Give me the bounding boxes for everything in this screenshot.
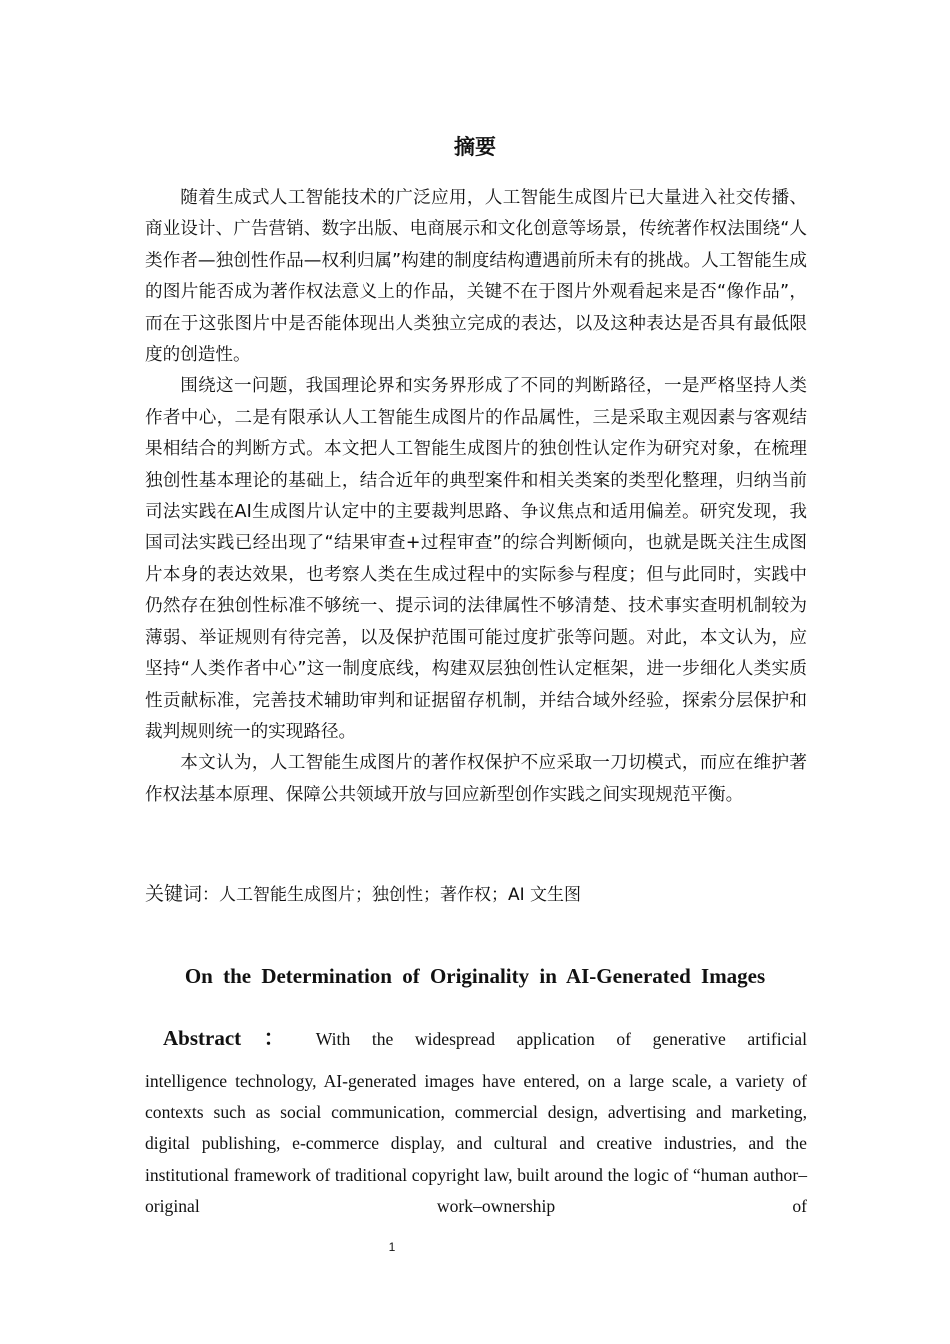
- abstract-zh-body: [145, 183, 807, 811]
- abstract-zh-paragraph: 本文认为，人工智能生成图片的著作权保护不应采取一刀切模式，而应在维护著作权法基本原理、保障公共领域开放与回应新型创作实践之间实现规范平衡。: [145, 753, 807, 805]
- keywords-text: 人工智能生成图片；独创性；著作权；AI 文生图: [219, 885, 582, 905]
- keywords-label: 关键词: [145, 883, 203, 905]
- abstract-zh-title: 摘要: [454, 135, 496, 159]
- abstract-zh-paragraph: 随着生成式人工智能技术的广泛应用，人工智能生成图片已大量进入社交传播、商业设计、广告营销、数字出版、电商展示和文化创意等场景，传统著作权法围绕“人类作者—独创性作品—权利归属”构建的制度结构遭遇前所未有的挑战。人工智能生成的图片能否成为著作权法意义上的作品，关键不在于图片外观看起来是否“像作品”，而在于这张图片中是否能体现出人类独立完成的表达，以及这种表达是否具有最低限度的创造性。: [145, 188, 807, 366]
- page-number: 1: [388, 1240, 396, 1254]
- abstract-en-title: On the Determination of Originality in AI-Generated Images: [184, 964, 766, 988]
- abstract-zh-paragraph: 围绕这一问题，我国理论界和实务界形成了不同的判断路径，一是严格坚持人类作者中心，二是有限承认人工智能生成图片的作品属性，三是采取主观因素与客观结果相结合的判断方式。本文把人工智能生成图片的独创性认定作为研究对象，在梳理独创性基本理论的基础上，结合近年的典型案件和相关类案的类型化整理，归纳当前司法实践在AI生成图片认定中的主要裁判思路、争议焦点和适用偏差。研究发现，我国司法实践已经出现了“结果审查+过程审查”的综合判断倾向，也就是既关注生成图片本身的表达效果，也考察人类在生成过程中的实际参与程度；但与此同时，实践中仍然存在独创性标准不够统一、提示词的法律属性不够清楚、技术事实查明机制较为薄弱、举证规则有待完善，以及保护范围可能过度扩张等问题。对此，本文认为，应坚持“人类作者中心”这一制度底线，构建双层独创性认定框架，进一步细化人类实质性贡献标准，完善技术辅助审判和证据留存机制，并结合域外经验，探索分层保护和裁判规则统一的实现路径。: [145, 376, 807, 742]
- abstract-en-label: Abstract ：: [163, 1026, 302, 1050]
- abstract-en-first-text: With the widespread application of generative artificial: [315, 1029, 807, 1049]
- abstract-en-first-line: [145, 1020, 807, 1057]
- abstract-en-body: [145, 1020, 807, 1222]
- abstract-en-text: intelligence technology, AI-generated images have entered, on a large scale, a variety of contexts such as social communication, commercial design, advertising and marketing, digital publishing, e-commerce display, and cultural and creative industries, and the institutional framework of traditional copyright law, built around the logic of “human author–original work–ownership of: [145, 1071, 807, 1216]
- keywords-line: [145, 878, 807, 911]
- keywords-separator: ：: [202, 885, 220, 905]
